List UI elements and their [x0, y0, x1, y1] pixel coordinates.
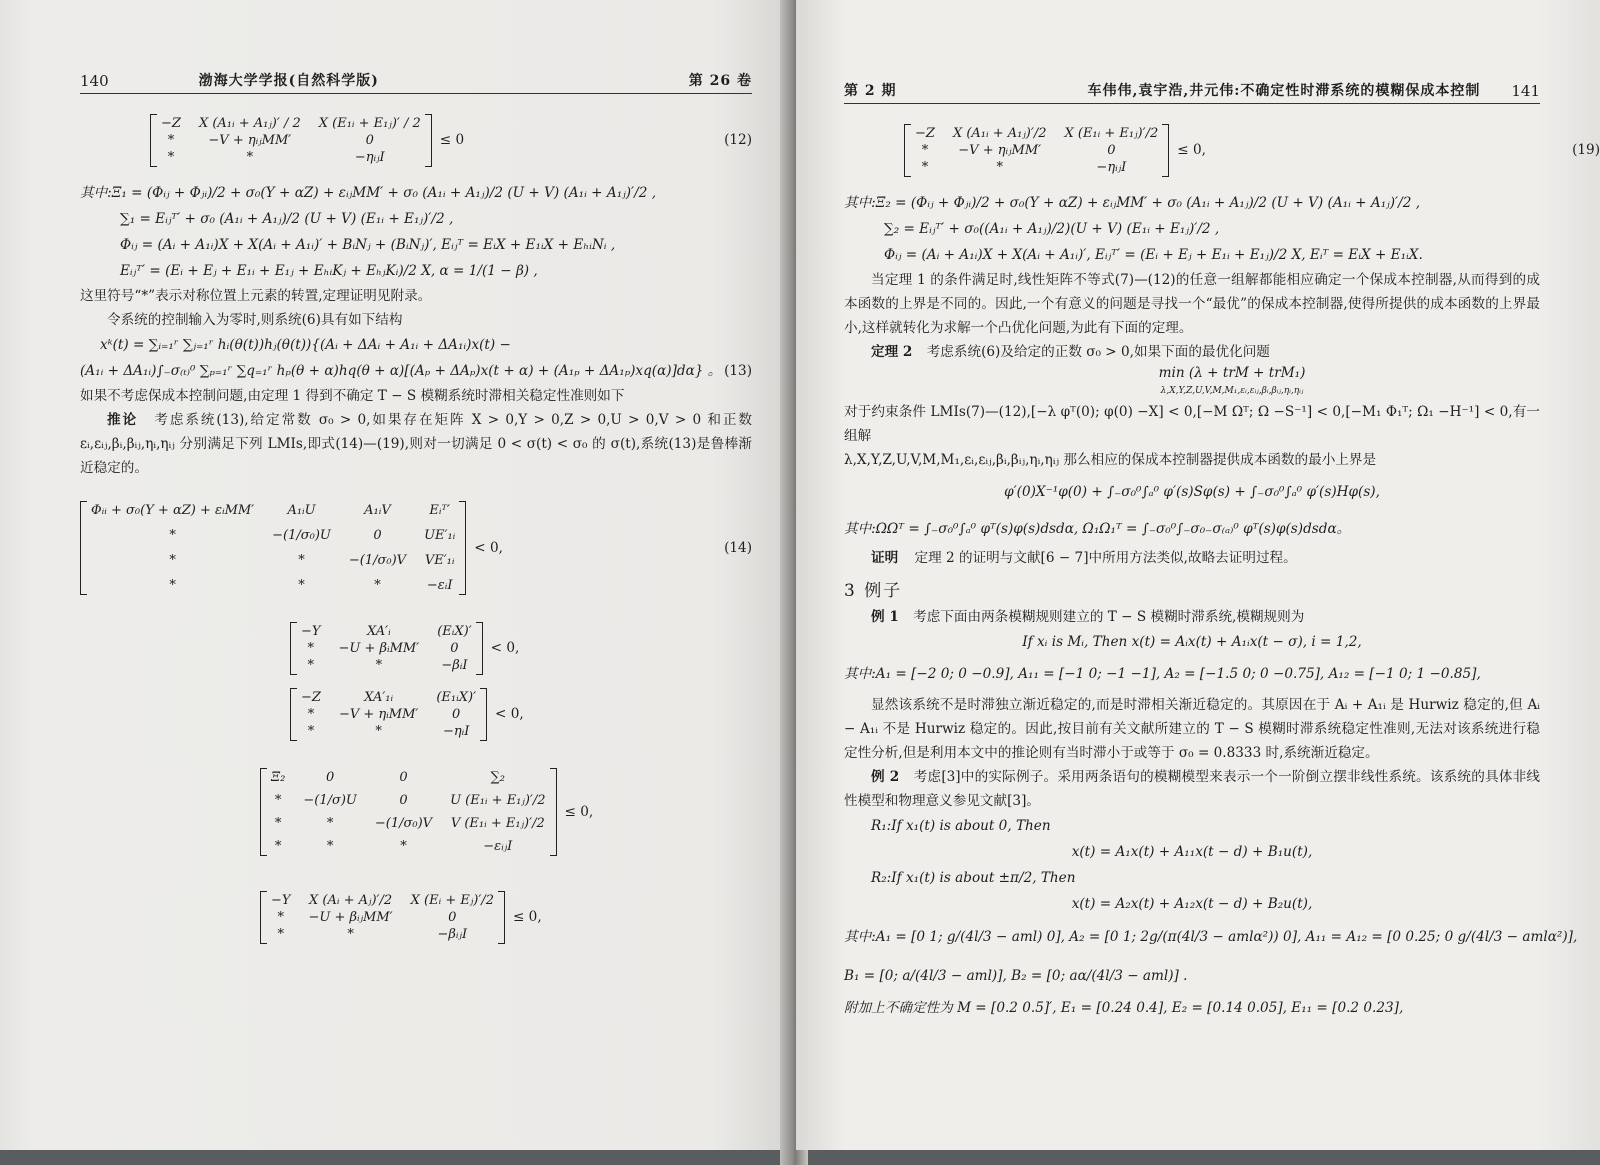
example-2	[844, 765, 1540, 813]
matrix-cell: *	[307, 706, 315, 722]
equation-13-line2: (A₁ᵢ + ΔA₁ᵢ)∫₋σ₍ₜ₎⁰ ∑ₚ₌₁ʳ ∑q₌₁ʳ hₚ(θ + α)hq(θ + α)[(Aₚ + ΔAₚ)x(t + α) + (A₁ₚ + ΔA₁ₚ)xq(α)]dα} 。	[80, 363, 722, 379]
matrix-cell: *	[921, 142, 929, 158]
matrix-cell: *	[375, 657, 383, 673]
constraints: 对于约束条件 LMIs(7)—(12),[−λ φᵀ(0); φ(0) −X] < 0,[−M Ωᵀ; Ω −S⁻¹] < 0,[−M₁ Φ₁ᵀ; Ω₁ −H⁻¹] < 0,有一组解	[844, 404, 1540, 444]
matrix	[904, 124, 1169, 177]
matrix-cell: ∑₂	[490, 770, 506, 785]
matrix-cell: *	[169, 527, 176, 543]
matrix-cell: *	[277, 909, 284, 925]
matrix-cell: U (E₁ᵢ + E₁ⱼ)′/2	[450, 793, 546, 808]
corollary-text: 考虑系统(13),给定常数 σ₀ > 0,如果存在矩阵 X > 0,Y > 0,Z > 0,U > 0,V > 0 和正数 εᵢ,εᵢⱼ,βᵢ,βᵢⱼ,ηᵢ,ηᵢⱼ 分别满足下列 LMIs,即式(14)—(19),则对一切满足 0 < σ(t) < σ₀ 的 σ(t),系统(13)是鲁棒渐近稳定的。	[80, 412, 752, 476]
right-page-header	[844, 80, 1540, 104]
matrix-cell: −Z	[915, 125, 935, 141]
matrix-cell: *	[374, 577, 381, 593]
matrix-cell: *	[298, 552, 305, 568]
where-omega: 其中:ΩΩᵀ = ∫₋σ₀⁰∫ₐ⁰ φᵀ(s)φ(s)dsdα, Ω₁Ω₁ᵀ = ∫₋σ₀⁰∫₋σ₀₋σ₍ₐ₎⁰ φᵀ(s)φ(s)dsdα。	[844, 521, 1351, 537]
matrix	[290, 688, 487, 741]
relation: < 0,	[490, 640, 520, 656]
matrix-cell: X (A₁ᵢ + A₁ⱼ)′ / 2	[198, 115, 301, 131]
matrix-cell: *	[298, 577, 305, 593]
matrix-cell: (EᵢX)′	[437, 623, 472, 639]
proof-text: 定理 2 的证明与文献[6 − 7]中所用方法类似,故略去证明过程。	[914, 550, 1297, 566]
example-label: 例 2	[871, 769, 900, 785]
equation-13-line1: xᵏ(t) = ∑ᵢ₌₁ʳ ∑ⱼ₌₁ʳ hᵢ(θ(t))hⱼ(θ(t)){(Aᵢ + ΔAᵢ + A₁ᵢ + ΔA₁ᵢ)x(t) −	[100, 337, 511, 353]
matrix-cell: −εᵢI	[426, 577, 453, 593]
matrix-cell: 0	[399, 770, 408, 785]
matrix-cell: −Z	[301, 689, 321, 705]
equation-number: (19)	[1572, 142, 1600, 158]
matrix-cell: −V + ηᵢⱼMM′	[958, 142, 1042, 158]
matrix-cell: *	[274, 793, 282, 808]
matrix-cell: *	[326, 816, 334, 831]
uncertainty: 附加上不确定性为 M = [0.2 0.5]′, E₁ = [0.24 0.4], E₂ = [0.14 0.05], E₁₁ = [0.2 0.23],	[844, 1000, 1404, 1016]
matrix-cell: X (E₁ᵢ + E₁ⱼ)′/2	[1064, 125, 1159, 141]
equation-17	[260, 747, 752, 877]
e-definition: Eᵢⱼᵀ′ = (Eᵢ + Eⱼ + E₁ᵢ + E₁ⱼ + EₕᵢKⱼ + EₕⱼKᵢ)/2 X, α = 1/(1 − β) ,	[120, 263, 538, 279]
matrix-cell: *	[307, 723, 315, 739]
equation-19	[904, 110, 1600, 190]
solution-set: λ,X,Y,Z,U,V,M,M₁,εᵢ,εᵢⱼ,βᵢ,βᵢⱼ,ηᵢ,ηᵢⱼ 那么相应的保成本控制器提供成本函数的最小上界是	[844, 452, 1377, 468]
rule-r1-equation: x(t) = A₁x(t) + A₁₁x(t − d) + B₁u(t),	[1071, 844, 1313, 860]
matrix-cell: 0	[450, 640, 459, 656]
section-title: 3 例子	[844, 581, 903, 601]
input-matrices: B₁ = [0; a/(4l/3 − aml)], B₂ = [0; aα/(4l/3 − aml)] .	[844, 968, 1188, 984]
matrix-cell: −(1/σ₀)U	[272, 527, 331, 543]
equation-14	[80, 480, 752, 615]
theorem-label: 定理 2	[871, 344, 913, 360]
matrix-cell: XA′₁ᵢ	[364, 689, 394, 705]
issue-label: 第 2 期	[844, 83, 897, 99]
symbol-note: 这里符号“*”表示对称位置上元素的转置,定理证明见附录。	[80, 288, 432, 304]
matrix-cell: *	[167, 149, 175, 165]
right-page	[796, 0, 1600, 1150]
matrix-cell: *	[169, 577, 176, 593]
example-label: 例 1	[871, 609, 899, 625]
left-page-number: 140	[80, 72, 109, 90]
matrix-cell: *	[169, 552, 176, 568]
matrix-cell: *	[307, 657, 314, 673]
rule-r2-equation: x(t) = A₂x(t) + A₁₂x(t − d) + B₂u(t),	[1071, 896, 1313, 912]
matrix-cell: Ξ₂	[271, 770, 286, 785]
matrix-cell: *	[996, 159, 1003, 175]
matrix-cell: −V + ηᵢⱼMM′	[208, 132, 292, 148]
paragraph: 显然该系统不是时滞独立渐近稳定的,而是时滞相关渐近稳定的。其原因在于 Aᵢ + A₁ᵢ 是 Hurwiz 稳定的,但 Aᵢ − A₁ᵢ 不是 Hurwiz 稳定的。因此,按目前有关文献所建立的 T − S 模糊时滞系统稳定性准则,无法对该系统进行稳定性分析,但是利用本文中的推论则有当时滞小于或等于 σ₀ = 0.8333 时,系统渐近稳定。	[844, 697, 1540, 761]
left-page	[0, 0, 792, 1150]
proof-label: 证明	[871, 550, 899, 566]
matrix-cell: *	[274, 816, 282, 831]
matrix-cell: −βᵢI	[441, 657, 468, 673]
matrix	[150, 114, 432, 167]
matrix-cell: XA′ᵢ	[366, 623, 391, 639]
optimization-problem	[924, 364, 1540, 400]
equation-15	[290, 615, 752, 681]
matrix-cell: *	[921, 159, 929, 175]
matrix-cell: *	[375, 723, 382, 739]
equation-number: (12)	[724, 132, 752, 148]
matrix-cell: *	[246, 149, 254, 165]
matrix-cell: *	[167, 132, 175, 148]
rule-r2: R₂:If x₁(t) is about ±π/2, Then	[871, 870, 1076, 886]
matrix	[80, 501, 466, 595]
matrix-cell: X (Eᵢ + Eⱼ)′/2	[410, 892, 494, 908]
matrix-cell: VE′₁ᵢ	[424, 552, 455, 568]
matrix-cell: −V + ηᵢMM′	[338, 706, 419, 722]
equation-12	[150, 100, 752, 180]
matrix-cell: *	[274, 839, 282, 854]
matrix-cell: *	[307, 640, 314, 656]
min-subscript: λ,X,Y,Z,U,V,M,M₁,εᵢ,εᵢⱼ,βᵢ,βᵢⱼ,ηᵢ,ηᵢⱼ	[1160, 386, 1304, 396]
equation-18	[260, 877, 752, 957]
relation: ≤ 0	[439, 132, 465, 148]
matrix-cell: 0	[399, 793, 408, 808]
equation-number: (13)	[724, 363, 752, 379]
matrix-cell: (E₁ᵢX)′	[436, 689, 477, 705]
example-text: 考虑下面由两条模糊规则建立的 T − S 模糊时滞系统,模糊规则为	[913, 609, 1305, 625]
matrix-cell: −ηᵢⱼI	[1096, 159, 1127, 175]
matrix	[290, 622, 483, 675]
matrix-cell: −Y	[271, 892, 291, 908]
matrix-cell: 0	[373, 527, 382, 543]
matrix-cell: UE′₁ᵢ	[424, 527, 456, 543]
matrix-cell: *	[326, 839, 334, 854]
matrix-cell: X (Aᵢ + Aⱼ)′/2	[309, 892, 393, 908]
matrix-cell: *	[400, 839, 407, 854]
where-xi2: 其中:Ξ₂ = (Φᵢⱼ + Φⱼᵢ)/2 + σ₀(Y + αZ) + εᵢⱼMM′ + σ₀ (A₁ᵢ + A₁ⱼ)/2 (U + V) (A₁ᵢ + A₁ⱼ)′/2 ,	[844, 195, 1421, 211]
sigma1: ∑₁ = Eᵢⱼᵀ′ + σ₀ (A₁ᵢ + A₁ⱼ)/2 (U + V) (E₁ᵢ + E₁ⱼ)′/2 ,	[120, 211, 454, 227]
matrix-cell: 0	[452, 706, 461, 722]
matrix-cell: −βᵢⱼI	[437, 926, 468, 942]
pendulum-matrices: 其中:A₁ = [0 1; g/(4l/3 − aml) 0], A₂ = [0 1; 2g/(π(4l/3 − amlα²)) 0], A₁₁ = A₁₂ = [0 0.25; 0 g/(4l/3 − amlα²)],	[844, 929, 1578, 945]
relation: ≤ 0,	[512, 909, 542, 925]
phi-definition: Φᵢⱼ = (Aᵢ + A₁ᵢ)X + X(Aᵢ + A₁ᵢ)′, Eᵢⱼᵀ′ = (Eᵢ + Eⱼ + E₁ᵢ + E₁ⱼ)/2 X, Eᵢᵀ = EᵢX + E₁ᵢX.	[884, 247, 1423, 263]
matrix-cell: V (E₁ᵢ + E₁ⱼ)′/2	[450, 816, 545, 831]
matrix-cell: −U + βᵢⱼMM′	[308, 909, 393, 925]
corollary-label: 推论	[107, 412, 139, 428]
fuzzy-rule: If xᵢ is Mᵢ, Then x(t) = Aᵢx(t) + A₁ᵢx(t − σ), i = 1,2,	[1022, 634, 1362, 650]
corollary	[80, 408, 752, 480]
matrix-cell: −ηᵢⱼI	[354, 149, 385, 165]
equation-13	[80, 358, 752, 384]
matrix-cell: −(1/σ)U	[303, 793, 357, 808]
matrix-cell: 0	[365, 132, 374, 148]
matrix-cell: −Z	[161, 115, 181, 131]
matrix-cell: Eᵢᵀ′	[429, 502, 450, 518]
matrix	[260, 768, 557, 856]
matrix-cell: 0	[448, 909, 457, 925]
matrix-cell: −U + βᵢMM′	[338, 640, 420, 656]
paragraph: 令系统的控制输入为零时,则系统(6)具有如下结构	[107, 312, 403, 328]
proof	[844, 546, 1540, 570]
where-xi1: 其中:Ξ₁ = (Φᵢⱼ + Φⱼᵢ)/2 + σ₀(Y + αZ) + εᵢⱼMM′ + σ₀ (A₁ᵢ + A₁ⱼ)/2 (U + V) (A₁ᵢ + A₁ⱼ)′/2 ,	[80, 185, 657, 201]
matrix-cell: 0	[1107, 142, 1116, 158]
matrix-cell: −εᵢⱼI	[483, 839, 513, 854]
cost-bound: φ′(0)X⁻¹φ(0) + ∫₋σ₀⁰∫ₐ⁰ φ′(s)Sφ(s) + ∫₋σ₀⁰∫ₐ⁰ φ′(s)Hφ(s),	[1004, 484, 1380, 500]
theorem-2	[844, 340, 1540, 364]
matrix	[260, 891, 505, 944]
matrix-cell: *	[347, 926, 354, 942]
theorem-text: 考虑系统(6)及给定的正数 σ₀ > 0,如果下面的最优化问题	[926, 344, 1270, 360]
matrix-cell: 0	[325, 770, 335, 785]
sigma2: ∑₂ = Eᵢⱼᵀ′ + σ₀((A₁ᵢ + A₁ⱼ)/2)(U + V) (E₁ᵢ + E₁ⱼ)′/2 ,	[884, 221, 1220, 237]
rule-r1: R₁:If x₁(t) is about 0, Then	[871, 818, 1051, 834]
journal-title: 渤海大学学报(自然科学版)	[198, 73, 379, 89]
article-title: 车伟伟,袁宇浩,井元伟:不确定性时滞系统的模糊保成本控制	[1087, 83, 1481, 99]
matrix-cell: *	[277, 926, 284, 942]
matrix-cell: −(1/σ₀)V	[348, 552, 407, 568]
phi-definition: Φᵢⱼ = (Aᵢ + A₁ᵢ)X + X(Aᵢ + A₁ᵢ)′ + BᵢNⱼ + (BᵢNⱼ)′, Eᵢⱼᵀ = EᵢX + E₁ᵢX + EₕᵢNᵢ ,	[120, 237, 616, 253]
matrix-cell: X (E₁ᵢ + E₁ⱼ)′ / 2	[318, 115, 421, 131]
relation: < 0,	[474, 539, 503, 556]
matrix-cell: Φᵢᵢ + σ₀(Y + αZ) + εᵢMM′	[91, 502, 255, 518]
example-text: 考虑[3]中的实际例子。采用两条语句的模糊模型来表示一个一阶倒立摆非线性系统。该系统的具体非线性模型和物理意义参见文献[3]。	[844, 769, 1540, 809]
relation: < 0,	[495, 706, 524, 722]
matrix-cell: −ηᵢI	[442, 723, 470, 739]
equation-16	[290, 681, 752, 747]
example-1-matrices: 其中:A₁ = [−2 0; 0 −0.9], A₁₁ = [−1 0; −1 −1], A₂ = [−1.5 0; 0 −0.75], A₁₂ = [−1 0; 1 −0.85],	[844, 666, 1481, 682]
matrix-cell: A₁ᵢU	[287, 502, 316, 518]
right-page-number: 141	[1511, 82, 1540, 100]
matrix-cell: −Y	[301, 623, 321, 639]
example-1	[844, 605, 1540, 629]
relation: ≤ 0,	[1177, 142, 1206, 158]
paragraph: 当定理 1 的条件满足时,线性矩阵不等式(7)—(12)的任意一组解都能相应确定一个保成本控制器,从而得到的成本函数的上界是不同的。因此,一个有意义的问题是寻找一个“最优”的保成本控制器,使得所提供的成本函数的上界最小,这样就转化为求解一个凸优化问题,为此有下面的定理。	[844, 272, 1540, 336]
equation-number: (14)	[724, 539, 752, 556]
relation: ≤ 0,	[564, 804, 594, 820]
min-expression: min (λ + trM + trM₁)	[1158, 365, 1306, 381]
matrix-cell: −(1/σ₀)V	[374, 816, 433, 831]
matrix-cell: A₁ᵢV	[364, 502, 391, 518]
paragraph: 如果不考虑保成本控制问题,由定理 1 得到不确定 T − S 模糊系统时滞相关稳定性准则如下	[80, 388, 625, 404]
matrix-cell: X (A₁ᵢ + A₁ⱼ)′/2	[952, 125, 1047, 141]
volume-label: 第 26 卷	[688, 73, 752, 89]
left-page-header	[80, 70, 752, 94]
